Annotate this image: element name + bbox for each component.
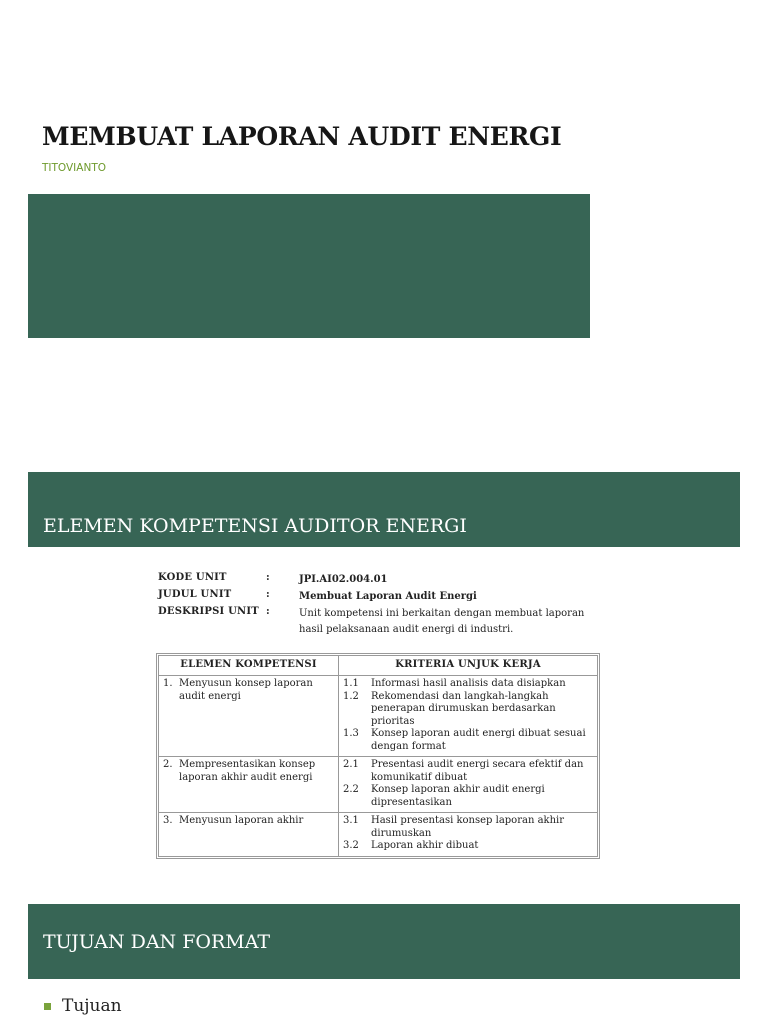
- bullet-text: Tujuan: [62, 996, 122, 1016]
- criteria-text: Hasil presentasi konsep laporan akhir dirumuskan: [371, 815, 565, 839]
- column-header-elemen: ELEMEN KOMPETENSI: [159, 656, 339, 676]
- criteria-text: Konsep laporan audit energi dibuat sesuai dengan format: [371, 728, 586, 752]
- bullet-item: [44, 996, 122, 1016]
- judul-unit-label: JUDUL UNIT: [158, 589, 232, 600]
- table-row: [159, 813, 598, 857]
- criteria-cell: [339, 813, 598, 857]
- criteria-number: 2.1: [343, 759, 359, 770]
- separator: :: [266, 589, 270, 600]
- title-color-block: [28, 194, 590, 338]
- element-text: Mempresentasikan konsep laporan akhir audit energi: [179, 759, 316, 783]
- deskripsi-unit-value: Unit kompetensi ini berkaitan dengan membuat laporan hasil pelaksanaan audit energi di industri.: [299, 608, 585, 635]
- element-number: 3.: [163, 815, 173, 826]
- judul-unit-value: Membuat Laporan Audit Energi: [299, 591, 477, 602]
- criteria-item: [343, 815, 593, 840]
- table-header-row: [159, 656, 598, 676]
- criteria-text: Presentasi audit energi secara efektif dan komunikatif dibuat: [371, 759, 584, 783]
- criteria-item: [343, 691, 593, 729]
- criteria-text: Rekomendasi dan langkah-langkah penerapan dirumuskan berdasarkan prioritas: [371, 690, 556, 727]
- column-header-kriteria: KRITERIA UNJUK KERJA: [339, 656, 598, 676]
- table-row: [159, 676, 598, 757]
- judul-unit-row: [158, 589, 598, 606]
- criteria-number: 2.2: [343, 784, 359, 795]
- criteria-item: [343, 784, 593, 809]
- section-heading: TUJUAN DAN FORMAT: [43, 931, 271, 953]
- kode-unit-value: JPI.AI02.004.01: [299, 574, 388, 585]
- deskripsi-unit-label: DESKRIPSI UNIT: [158, 606, 259, 617]
- criteria-text: Informasi hasil analisis data disiapkan: [371, 678, 566, 689]
- criteria-number: 3.1: [343, 815, 359, 826]
- section-heading: ELEMEN KOMPETENSI AUDITOR ENERGI: [43, 515, 467, 537]
- criteria-number: 3.2: [343, 840, 359, 851]
- criteria-item: [343, 678, 593, 691]
- author-name: TITOVIANTO: [42, 162, 106, 174]
- kode-unit-row: [158, 572, 598, 589]
- criteria-number: 1.2: [343, 690, 359, 702]
- element-number: 2.: [163, 759, 173, 770]
- element-text: Menyusun konsep laporan audit energi: [179, 678, 313, 702]
- separator: :: [266, 572, 270, 583]
- section-banner-elemen-kompetensi: [28, 472, 740, 547]
- criteria-number: 1.1: [343, 678, 359, 689]
- criteria-item: [343, 840, 593, 853]
- element-cell: [159, 757, 339, 813]
- deskripsi-unit-row: [158, 606, 598, 644]
- element-text: Menyusun laporan akhir: [179, 815, 304, 826]
- criteria-cell: [339, 757, 598, 813]
- table-row: [159, 757, 598, 813]
- element-number: 1.: [163, 678, 173, 689]
- unit-info-block: [158, 572, 598, 644]
- separator: :: [266, 606, 270, 617]
- kode-unit-label: KODE UNIT: [158, 572, 227, 583]
- square-bullet-icon: [44, 1003, 51, 1010]
- criteria-number: 1.3: [343, 728, 359, 739]
- element-cell: [159, 813, 339, 857]
- criteria-cell: [339, 676, 598, 757]
- criteria-text: Laporan akhir dibuat: [371, 840, 479, 851]
- section-banner-tujuan-format: [28, 904, 740, 979]
- element-cell: [159, 676, 339, 757]
- competency-table: [158, 655, 598, 857]
- page-title: MEMBUAT LAPORAN AUDIT ENERGI: [42, 122, 562, 151]
- criteria-item: [343, 728, 593, 753]
- criteria-item: [343, 759, 593, 784]
- criteria-text: Konsep laporan akhir audit energi dipresentasikan: [371, 784, 545, 808]
